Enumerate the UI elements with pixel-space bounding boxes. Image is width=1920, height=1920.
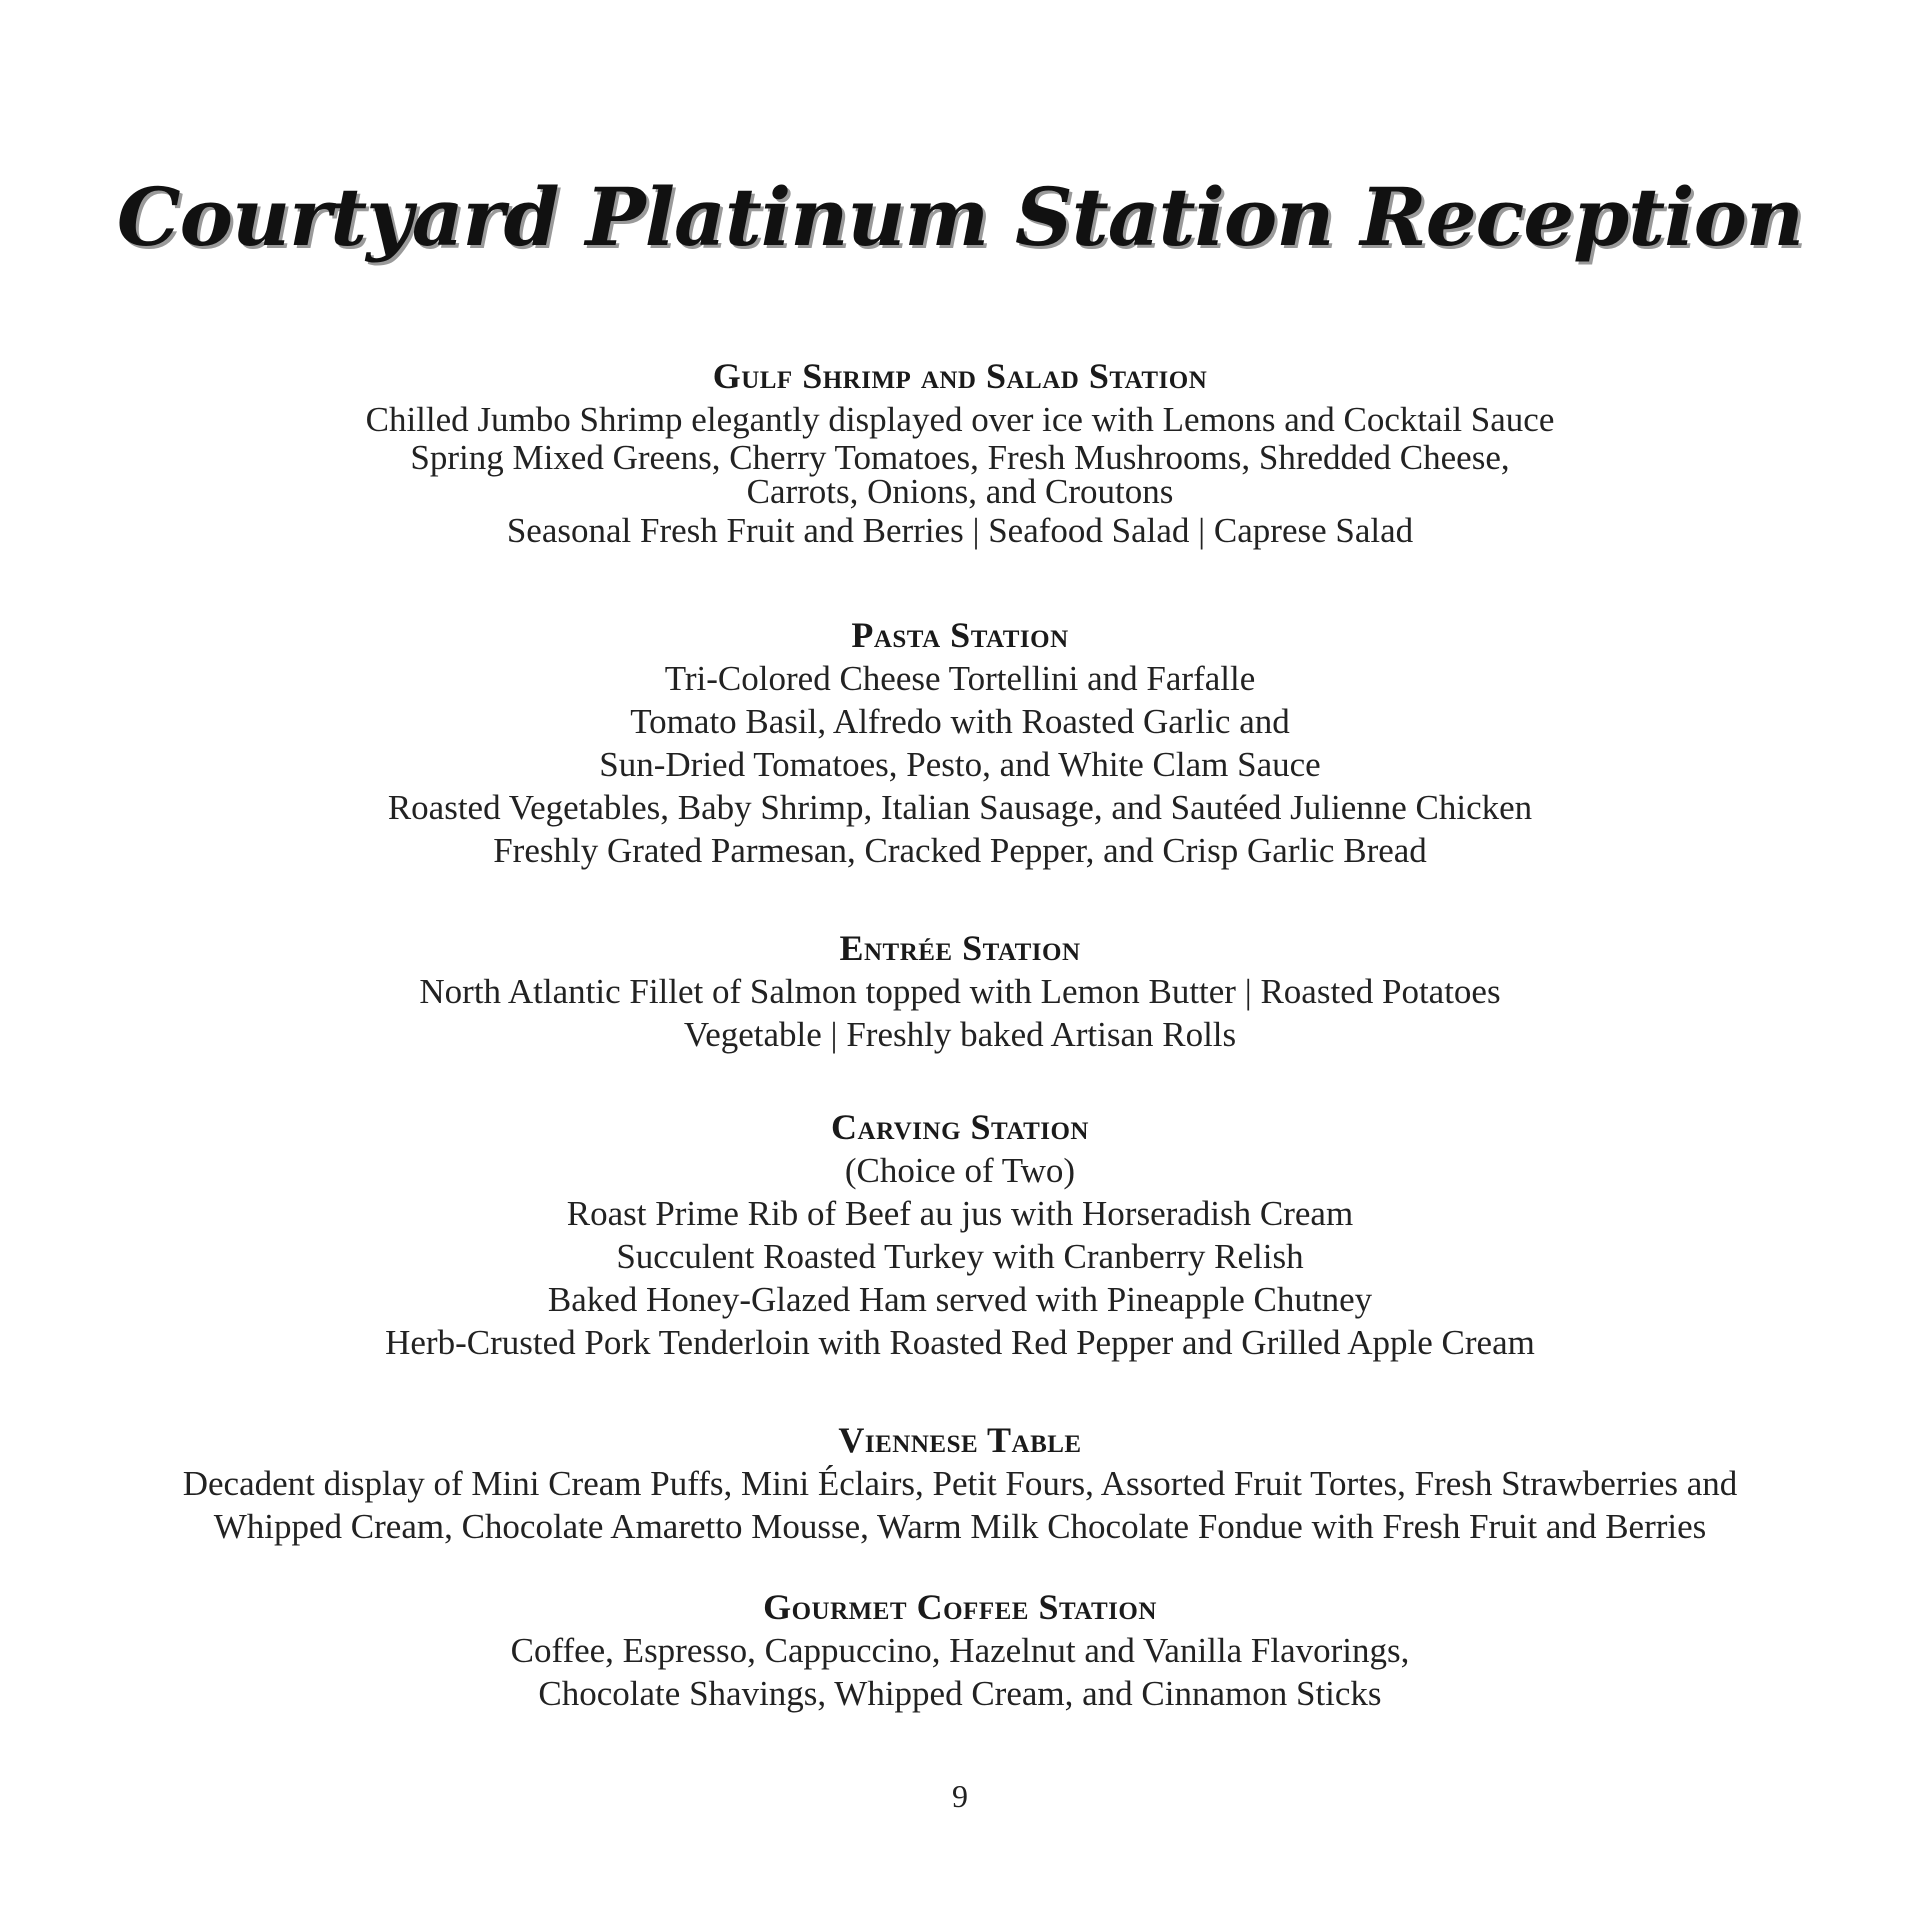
page-number: 9: [952, 1778, 968, 1814]
section-gulf-shrimp-salad: [0, 354, 1920, 552]
section-heading: Gulf Shrimp and Salad Station: [712, 356, 1208, 396]
menu-line: Chilled Jumbo Shrimp elegantly displayed over ice with Lemons and Cocktail Sauce: [365, 400, 1555, 439]
menu-line: Tri-Colored Cheese Tortellini and Farfalle: [664, 659, 1256, 698]
section-viennese-table: [0, 1418, 1920, 1548]
menu-line: Roast Prime Rib of Beef au jus with Horseradish Cream: [566, 1194, 1354, 1233]
menu-line: (Choice of Two): [844, 1151, 1076, 1190]
section-heading: Viennese Table: [838, 1420, 1082, 1460]
section-pasta: [0, 613, 1920, 872]
section-heading: Carving Station: [831, 1107, 1089, 1147]
section-heading: Gourmet Coffee Station: [763, 1587, 1157, 1627]
menu-line: Vegetable | Freshly baked Artisan Rolls: [683, 1015, 1237, 1054]
section-entree: [0, 926, 1920, 1056]
section-heading: Pasta Station: [851, 615, 1069, 655]
menu-line: Herb-Crusted Pork Tenderloin with Roasted Red Pepper and Grilled Apple Cream: [385, 1323, 1535, 1362]
menu-line: Whipped Cream, Chocolate Amaretto Mousse, Warm Milk Chocolate Fondue with Fresh Fruit and Berries: [213, 1507, 1707, 1546]
section-gourmet-coffee: [0, 1585, 1920, 1715]
menu-line: Tomato Basil, Alfredo with Roasted Garlic and: [630, 702, 1290, 741]
menu-line: Decadent display of Mini Cream Puffs, Mini Éclairs, Petit Fours, Assorted Fruit Tortes, Fresh Strawberries and: [182, 1464, 1738, 1503]
menu-line: Seasonal Fresh Fruit and Berries | Seafood Salad | Caprese Salad: [506, 511, 1414, 550]
section-heading: Entrée Station: [839, 928, 1081, 968]
menu-line: Spring Mixed Greens, Cherry Tomatoes, Fresh Mushrooms, Shredded Cheese,: [410, 438, 1510, 477]
menu-line: Coffee, Espresso, Cappuccino, Hazelnut and Vanilla Flavorings,: [510, 1631, 1410, 1670]
menu-line: North Atlantic Fillet of Salmon topped with Lemon Butter | Roasted Potatoes: [419, 972, 1501, 1011]
menu-line: Succulent Roasted Turkey with Cranberry Relish: [616, 1237, 1304, 1276]
menu-line: Chocolate Shavings, Whipped Cream, and Cinnamon Sticks: [538, 1674, 1382, 1713]
menu-line: Baked Honey-Glazed Ham served with Pineapple Chutney: [547, 1280, 1373, 1319]
menu-line: Sun-Dried Tomatoes, Pesto, and White Clam Sauce: [599, 745, 1321, 784]
page-title: Courtyard Platinum Station Reception: [116, 170, 1804, 264]
section-carving: [0, 1105, 1920, 1364]
menu-line: Carrots, Onions, and Croutons: [746, 472, 1174, 511]
menu-line: Roasted Vegetables, Baby Shrimp, Italian Sausage, and Sautéed Julienne Chicken: [387, 788, 1533, 827]
menu-line: Freshly Grated Parmesan, Cracked Pepper, and Crisp Garlic Bread: [493, 831, 1427, 870]
